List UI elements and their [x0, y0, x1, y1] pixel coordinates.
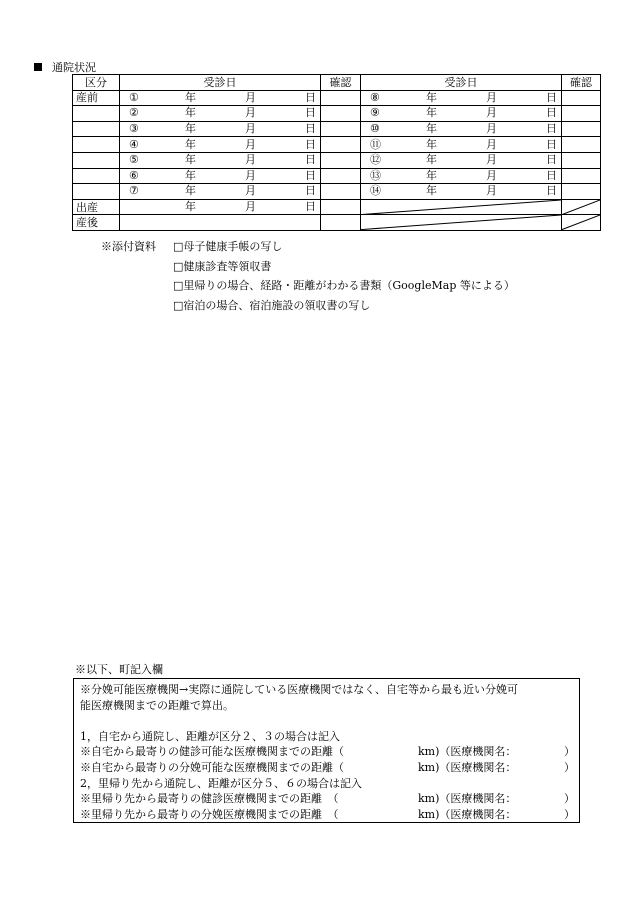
day-unit: 日 — [546, 168, 557, 182]
attachments-label: ※添付資料 — [101, 240, 156, 253]
year-unit: 年 — [185, 122, 196, 136]
crossed-cell — [361, 199, 562, 215]
confirm-cell[interactable] — [321, 152, 361, 168]
month-unit: 月 — [486, 122, 497, 136]
header-confirm-left: 確認 — [321, 75, 361, 91]
month-unit: 月 — [245, 200, 256, 214]
visit-date-cell[interactable] — [361, 90, 562, 106]
table-row — [73, 137, 601, 153]
attachment-item[interactable]: □健康診査等領収書 — [173, 259, 272, 273]
category-cell — [73, 121, 120, 137]
year-unit: 年 — [185, 153, 196, 167]
confirm-cell[interactable] — [562, 121, 601, 137]
day-unit: 日 — [305, 106, 316, 120]
row-number: ⑬ — [370, 168, 381, 182]
day-unit: 日 — [305, 137, 316, 151]
confirm-cell[interactable] — [562, 90, 601, 106]
case1-heading: 1，自宅から通院し、距離が区分２、３の場合は記入 — [80, 729, 340, 743]
distance-label: ※自宅から最寄りの分娩可能な医療機関までの距離（ — [80, 760, 344, 774]
year-unit: 年 — [426, 168, 437, 182]
table-header-row — [73, 75, 601, 91]
day-unit: 日 — [305, 153, 316, 167]
distance-label: ※自宅から最寄りの健診可能な医療機関までの距離（ — [80, 745, 344, 759]
row-number: ④ — [129, 137, 139, 151]
confirm-cell[interactable] — [562, 152, 601, 168]
day-unit: 日 — [546, 137, 557, 151]
visit-date-cell[interactable] — [120, 199, 321, 215]
year-unit: 年 — [426, 184, 437, 198]
day-unit: 日 — [546, 122, 557, 136]
attachment-item[interactable]: □里帰りの場合、経路・距離がわかる書類（GoogleMap 等による） — [173, 279, 515, 292]
visit-date-cell[interactable] — [120, 90, 321, 106]
year-unit: 年 — [426, 106, 437, 120]
confirm-cell[interactable] — [321, 215, 361, 231]
office-entry-box — [73, 678, 580, 823]
visit-date-cell[interactable] — [361, 184, 562, 200]
month-unit: 月 — [486, 184, 497, 198]
day-unit: 日 — [546, 90, 557, 104]
attachments-block — [101, 237, 515, 315]
table-row — [73, 121, 601, 137]
table-row — [73, 106, 601, 122]
category-cell: 産後 — [73, 215, 120, 231]
header-confirm-right: 確認 — [562, 75, 601, 91]
table-row — [73, 90, 601, 106]
month-unit: 月 — [245, 122, 256, 136]
row-number: ⑪ — [370, 137, 381, 151]
row-number: ⑦ — [129, 184, 139, 198]
year-unit: 年 — [185, 90, 196, 104]
month-unit: 月 — [245, 168, 256, 182]
km-label: km)（医療機関名： — [418, 745, 517, 759]
confirm-cell[interactable] — [562, 106, 601, 122]
close-paren: ） — [564, 745, 575, 759]
attachment-item[interactable]: □宿泊の場合、宿泊施設の領収書の写し — [173, 298, 371, 312]
year-unit: 年 — [426, 122, 437, 136]
visit-date-cell[interactable] — [361, 121, 562, 137]
office-section-title: ※以下、町記入欄 — [75, 663, 163, 676]
month-unit: 月 — [486, 106, 497, 120]
year-unit: 年 — [185, 184, 196, 198]
header-visit-date-right: 受診日 — [361, 75, 562, 91]
year-unit: 年 — [185, 137, 196, 151]
confirm-cell[interactable] — [562, 184, 601, 200]
table-row-postnatal — [73, 215, 601, 231]
attachment-item[interactable]: □母子健康手帳の写し — [173, 240, 283, 253]
section-title: 通院状況 — [52, 61, 96, 74]
category-cell — [73, 152, 120, 168]
crossed-cell — [562, 215, 601, 231]
year-unit: 年 — [426, 137, 437, 151]
case2-heading: 2，里帰り先から通院し、距離が区分５、６の場合は記入 — [80, 776, 362, 790]
km-label: km)（医療機関名： — [418, 760, 517, 774]
category-cell — [73, 168, 120, 184]
row-number: ⑩ — [370, 122, 380, 136]
confirm-cell[interactable] — [321, 137, 361, 153]
visit-date-cell[interactable] — [361, 168, 562, 184]
month-unit: 月 — [245, 90, 256, 104]
confirm-cell[interactable] — [562, 168, 601, 184]
visit-date-cell[interactable] — [361, 137, 562, 153]
office-note-line: 能医療機関までの距離で算出。 — [80, 698, 234, 712]
month-unit: 月 — [245, 184, 256, 198]
crossed-cell — [562, 199, 601, 215]
month-unit: 月 — [245, 106, 256, 120]
confirm-cell[interactable] — [321, 121, 361, 137]
office-note-line: ※分娩可能医療機関→実際に通院している医療機関ではなく、自宅等から最も近い分娩可 — [80, 683, 518, 696]
row-number: ⑫ — [370, 153, 381, 167]
month-unit: 月 — [486, 137, 497, 151]
close-paren: ） — [564, 792, 575, 806]
row-number: ⑥ — [129, 168, 139, 182]
day-unit: 日 — [546, 106, 557, 120]
confirm-cell[interactable] — [562, 137, 601, 153]
visit-date-cell[interactable] — [361, 106, 562, 122]
row-number: ⑨ — [370, 106, 380, 120]
row-number: ⑤ — [129, 153, 139, 167]
table-row — [73, 152, 601, 168]
crossed-cell — [361, 215, 562, 231]
row-number: ⑧ — [370, 90, 380, 104]
distance-label: ※里帰り先から最寄りの健診医療機関までの距離 （ — [80, 792, 339, 806]
day-unit: 日 — [546, 153, 557, 167]
confirm-cell[interactable] — [321, 90, 361, 106]
row-number: ⑭ — [370, 184, 381, 198]
year-unit: 年 — [185, 106, 196, 120]
day-unit: 日 — [305, 168, 316, 182]
confirm-cell[interactable] — [321, 168, 361, 184]
km-label: km)（医療機関名： — [418, 792, 517, 806]
year-unit: 年 — [185, 168, 196, 182]
visit-date-cell[interactable] — [120, 106, 321, 122]
km-label: km)（医療機関名： — [418, 807, 517, 821]
square-bullet-icon — [34, 63, 42, 71]
visit-date-cell[interactable] — [120, 152, 321, 168]
row-number: ③ — [129, 122, 139, 136]
visit-date-cell[interactable] — [120, 168, 321, 184]
row-number: ① — [129, 90, 139, 104]
visit-date-cell[interactable] — [120, 184, 321, 200]
month-unit: 月 — [486, 168, 497, 182]
close-paren: ） — [564, 760, 575, 774]
year-unit: 年 — [426, 153, 437, 167]
day-unit: 日 — [305, 200, 316, 214]
category-cell: 産前 — [73, 90, 120, 106]
header-category: 区分 — [73, 75, 120, 91]
month-unit: 月 — [486, 153, 497, 167]
day-unit: 日 — [305, 122, 316, 136]
visit-date-cell[interactable] — [361, 152, 562, 168]
category-cell — [73, 137, 120, 153]
row-number: ② — [129, 106, 139, 120]
table-row — [73, 168, 601, 184]
visit-table — [72, 74, 601, 231]
category-cell: 出産 — [73, 199, 120, 215]
confirm-cell[interactable] — [321, 199, 361, 215]
section-heading — [34, 59, 96, 75]
year-unit: 年 — [426, 90, 437, 104]
day-unit: 日 — [305, 184, 316, 198]
month-unit: 月 — [245, 137, 256, 151]
confirm-cell[interactable] — [321, 184, 361, 200]
year-unit: 年 — [185, 200, 196, 214]
month-unit: 月 — [486, 90, 497, 104]
month-unit: 月 — [245, 153, 256, 167]
day-unit: 日 — [305, 90, 316, 104]
table-row — [73, 184, 601, 200]
visit-date-cell[interactable] — [120, 137, 321, 153]
header-visit-date-left: 受診日 — [120, 75, 321, 91]
distance-label: ※里帰り先から最寄りの分娩医療機関までの距離 （ — [80, 807, 339, 821]
postnatal-date-cell[interactable] — [120, 215, 321, 231]
visit-date-cell[interactable] — [120, 121, 321, 137]
table-row-birth — [73, 199, 601, 215]
confirm-cell[interactable] — [321, 106, 361, 122]
category-cell — [73, 106, 120, 122]
day-unit: 日 — [546, 184, 557, 198]
category-cell — [73, 184, 120, 200]
close-paren: ） — [564, 807, 575, 821]
